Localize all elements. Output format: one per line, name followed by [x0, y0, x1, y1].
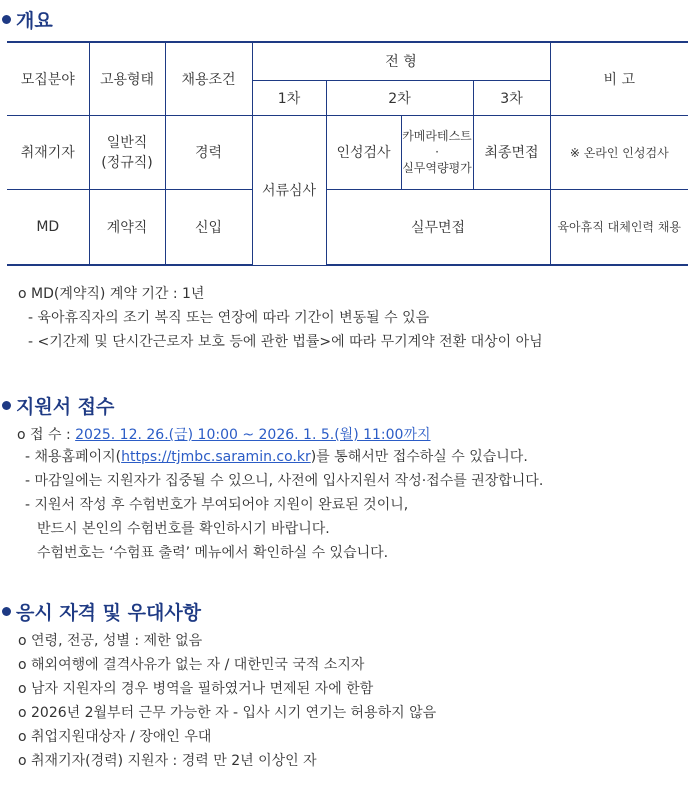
- overview-title: 개요: [16, 10, 53, 32]
- application-period: 2025. 12. 26.(금) 10:00 ~ 2026. 1. 5.(월) 11:00까지: [75, 427, 431, 443]
- header-round-2: 2차: [326, 80, 473, 115]
- bullet-icon: [2, 401, 11, 410]
- row-md-type: 계약직: [89, 189, 165, 265]
- row-reporter-type-line2: (정규직): [101, 155, 153, 171]
- application-homepage-line: [25, 446, 528, 466]
- qualification-item-2: o 해외여행에 결격사유가 없는 자 / 대한민국 국적 소지자: [18, 657, 365, 673]
- header-process: 전 형: [252, 42, 550, 80]
- row-reporter-field: 취재기자: [7, 115, 89, 189]
- overview-note-3: - <기간제 및 단시간근로자 보호 등에 관한 법률>에 따라 무기계약 전환 대상이 아님: [28, 334, 543, 350]
- homepage-prefix: - 채용홈페이지(: [25, 449, 122, 465]
- row-reporter-note: ※ 온라인 인성검사: [550, 115, 688, 189]
- row-md-note: 육아휴직 대체인력 채용: [550, 189, 688, 265]
- qualification-heading: [2, 598, 201, 625]
- qualification-item-6: o 취재기자(경력) 지원자 : 경력 만 2년 이상인 자: [18, 753, 317, 769]
- overview-heading: [2, 6, 53, 33]
- qualification-item-3: o 남자 지원자의 경우 병역을 필하였거나 면제된 자에 한함: [18, 681, 374, 697]
- header-condition: 채용조건: [165, 42, 252, 115]
- round-1-document-screening: 서류심사: [252, 115, 326, 265]
- row-md-practical-interview: 실무면접: [326, 189, 550, 265]
- row-reporter-condition: 경력: [165, 115, 252, 189]
- row-md-field: MD: [7, 189, 89, 265]
- application-period-line: [17, 424, 431, 444]
- bullet-icon: [2, 607, 11, 616]
- qualification-item-5: o 취업지원대상자 / 장애인 우대: [18, 729, 212, 745]
- application-note-2: - 지원서 작성 후 수험번호가 부여되어야 지원이 완료된 것이니,: [25, 497, 409, 513]
- header-employment-type: 고용형태: [89, 42, 165, 115]
- row-reporter-camera-test: [401, 115, 473, 189]
- overview-note-2: - 육아휴직자의 조기 복직 또는 연장에 따라 기간이 변동될 수 있음: [28, 310, 430, 326]
- recruitment-table: [7, 41, 688, 266]
- application-note-4: 수험번호는 ‘수험표 출력’ 메뉴에서 확인하실 수 있습니다.: [37, 545, 389, 561]
- homepage-link[interactable]: https://tjmbc.saramin.co.kr: [121, 449, 311, 465]
- application-period-label: o 접 수 :: [17, 427, 76, 443]
- row-reporter-type-line1: 일반직: [106, 135, 148, 151]
- bullet-icon: [2, 15, 11, 24]
- application-heading: [2, 392, 114, 419]
- application-note-3: 반드시 본인의 수험번호를 확인하시기 바랍니다.: [37, 521, 330, 537]
- row-reporter-personality-test: 인성검사: [326, 115, 401, 189]
- homepage-suffix: )를 통해서만 접수하실 수 있습니다.: [310, 449, 528, 465]
- header-round-1: 1차: [252, 80, 326, 115]
- header-round-3: 3차: [473, 80, 550, 115]
- row-md-condition: 신입: [165, 189, 252, 265]
- header-field: 모집분야: [7, 42, 89, 115]
- overview-note-1: o MD(계약직) 계약 기간 : 1년: [18, 286, 205, 302]
- camera-test-line3: 실무역량평가: [402, 161, 472, 175]
- application-title: 지원서 접수: [16, 396, 115, 418]
- application-note-1: - 마감일에는 지원자가 집중될 수 있으니, 사전에 입사지원서 작성·접수를 권장합니다.: [25, 473, 544, 489]
- row-reporter-final-interview: 최종면접: [473, 115, 550, 189]
- qualification-title: 응시 자격 및 우대사항: [16, 602, 202, 624]
- row-reporter-type: [89, 115, 165, 189]
- camera-test-line2: ·: [435, 145, 439, 159]
- header-note: 비 고: [550, 42, 688, 115]
- camera-test-line1: 카메라테스트: [402, 129, 472, 143]
- qualification-item-1: o 연령, 전공, 성별 : 제한 없음: [18, 633, 203, 649]
- qualification-item-4: o 2026년 2월부터 근무 가능한 자 - 입사 시기 연기는 허용하지 않음: [18, 705, 437, 721]
